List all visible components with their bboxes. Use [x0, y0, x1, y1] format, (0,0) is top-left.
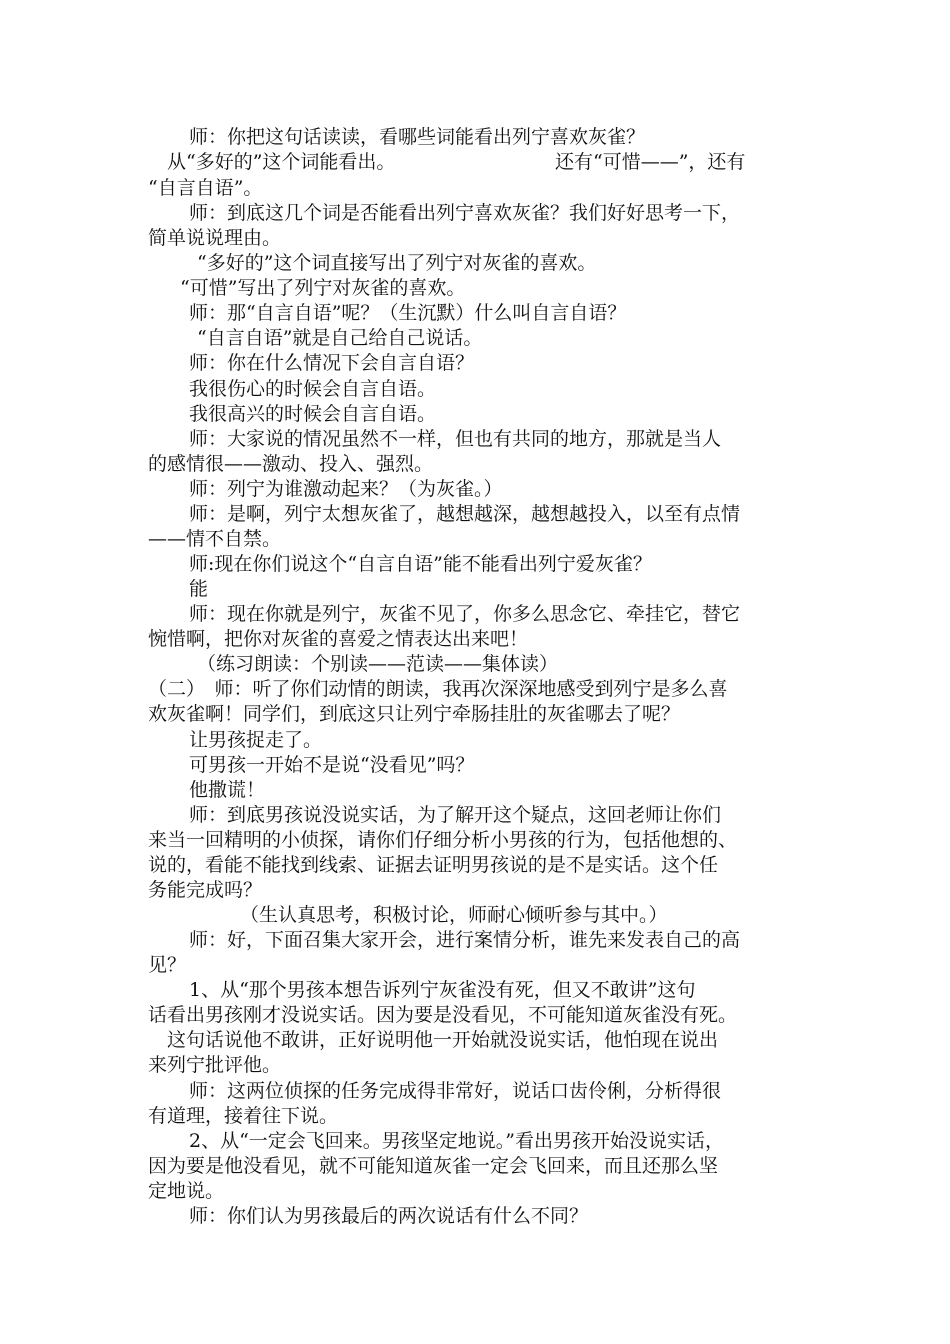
- text-line: 他撒谎！: [189, 779, 266, 801]
- text-line: 还有“可惜——”，还有: [555, 151, 746, 173]
- text-line: 来当一回精明的小侦探，请你们仔细分析小男孩的行为，包括他想的、: [148, 829, 738, 851]
- text-line: 师：现在你就是列宁，灰雀不见了，你多么思念它、牵挂它，替它: [189, 603, 741, 625]
- text-line: 师：你在什么情况下会自言自语？: [189, 352, 475, 374]
- text-line: 说的，看能不能找到线索、证据去证明男孩说的是不是实话。这个任: [148, 854, 719, 876]
- text-line: 我很伤心的时候会自言自语。: [189, 378, 437, 400]
- text-line: 欢灰雀啊！同学们，到底这只让列宁牵肠挂肚的灰雀哪去了呢？: [148, 703, 681, 725]
- text-line: 能: [189, 578, 209, 600]
- text-line: 师：到底男孩说没说实话，为了解开这个疑点，这回老师让你们: [189, 804, 722, 826]
- text-line: 师：是啊，列宁太想灰雀了，越想越深，越想越投入，以至有点情: [189, 503, 741, 525]
- text-line: （生认真思考，积极讨论，师耐心倾听参与其中。）: [240, 904, 668, 926]
- text-line: （二） 师：听了你们动情的朗读，我再次深深地感受到列宁是多么喜: [148, 678, 728, 700]
- text-line: 1、从“那个男孩本想告诉列宁灰雀没有死，但又不敢讲”这句: [189, 979, 696, 1001]
- text-line: 师：列宁为谁激动起来？（为灰雀。）: [189, 478, 503, 500]
- text-line: 可男孩一开始不是说“没看见”吗？: [189, 754, 475, 776]
- text-line: 因为要是他没看见，就不可能知道灰雀一定会飞回来，而且还那么坚: [148, 1155, 719, 1177]
- text-line: “自言自语”就是自己给自己说话。: [197, 327, 483, 349]
- text-line: 2、从“一定会飞回来。男孩坚定地说。”看出男孩开始没说实话，: [189, 1130, 725, 1152]
- text-line: 让男孩捉走了。: [189, 729, 323, 751]
- text-line: 我很高兴的时候会自言自语。: [189, 403, 437, 425]
- text-line: 师：好，下面召集大家开会，进行案情分析，谁先来发表自己的高: [189, 929, 741, 951]
- text-line: “自言自语”。: [148, 177, 263, 199]
- text-line: 来列宁批评他。: [148, 1054, 282, 1076]
- text-line: （练习朗读：个别读——范读——集体读）: [197, 653, 559, 675]
- text-line: 定地说。: [148, 1180, 225, 1202]
- text-line: 师：那“自言自语”呢？（生沉默）什么叫自言自语？: [189, 302, 627, 324]
- text-line: 师：这两位侦探的任务完成得非常好，说话口齿伶俐，分析得很: [189, 1080, 722, 1102]
- text-line: 师：你们认为男孩最后的两次说话有什么不同？: [189, 1205, 589, 1227]
- text-line: 惋惜啊，把你对灰雀的喜爱之情表达出来吧！: [148, 628, 529, 650]
- text-line: 师：大家说的情况虽然不一样，但也有共同的地方，那就是当人: [189, 428, 722, 450]
- text-line: 有道理，接着往下说。: [148, 1105, 339, 1127]
- text-line: 话看出男孩刚才没说实话。因为要是没看见，不可能知道灰雀没有死。: [148, 1004, 738, 1026]
- text-line: ——情不自禁。: [148, 528, 282, 550]
- text-line: 师：到底这几个词是否能看出列宁喜欢灰雀？我们好好思考一下，: [189, 202, 741, 224]
- text-line: 务能完成吗？: [148, 879, 263, 901]
- text-line: “多好的”这个词直接写出了列宁对灰雀的喜欢。: [197, 252, 597, 274]
- text-line: 师:现在你们说这个“自言自语”能不能看出列宁爱灰雀？: [189, 553, 652, 575]
- text-line: 这句话说他不敢讲，正好说明他一开始就没说实话，他怕现在说出: [167, 1029, 719, 1051]
- text-line: 的感情很——激动、投入、强烈。: [148, 453, 434, 475]
- text-line: 简单说说理由。: [148, 227, 282, 249]
- text-line: 师：你把这句话读读，看哪些词能看出列宁喜欢灰雀？: [189, 126, 646, 148]
- text-line: “可惜”写出了列宁对灰雀的喜欢。: [180, 277, 466, 299]
- text-line: 从“多好的”这个词能看出。: [167, 151, 396, 173]
- text-line: 见？: [148, 954, 187, 976]
